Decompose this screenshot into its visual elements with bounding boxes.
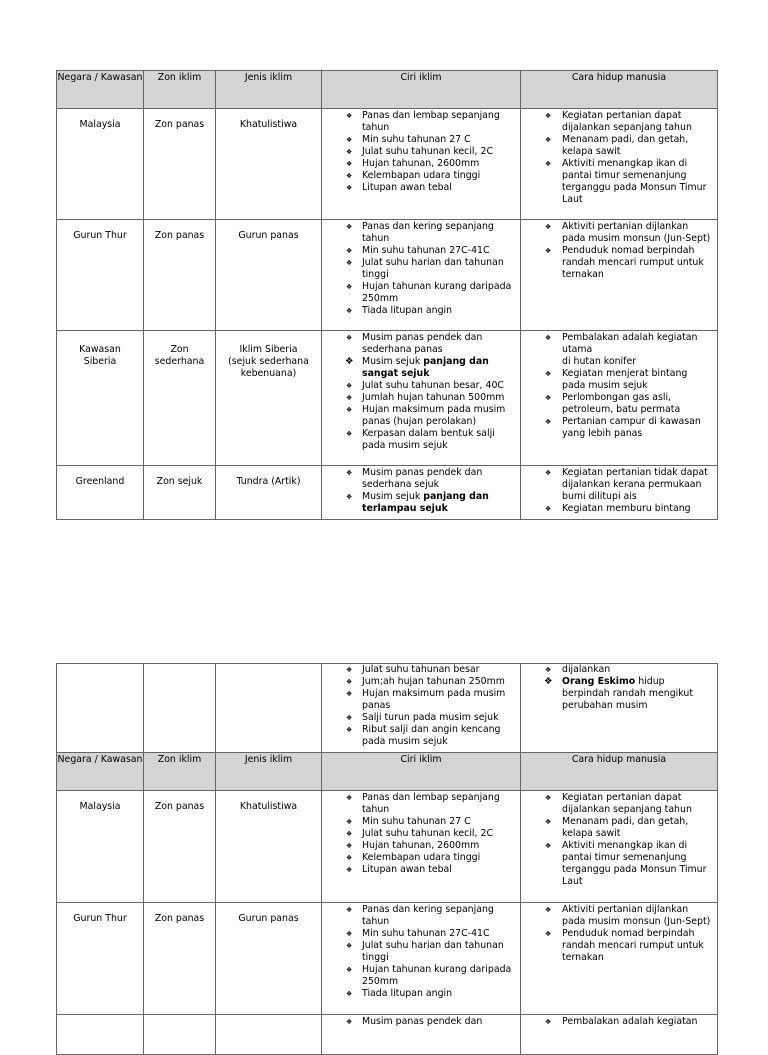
table-header-row: [57, 753, 718, 791]
list-item: ❖ Min suhu tahunan 27 C: [322, 816, 516, 828]
cell-ciri: [322, 220, 521, 331]
cell-negara-line: Kawasan: [79, 344, 121, 355]
cell-zon: Zon sejuk: [144, 466, 216, 520]
cell-negara: Gurun Thur: [57, 903, 144, 1015]
page-1: [56, 70, 712, 520]
header-jenis: Jenis iklim: [216, 753, 322, 791]
cell-cara: [521, 220, 718, 331]
list-item: ❖ Kegiatan pertanian tidak dapat dijalankan kerana permukaan bumi dilitupi ais: [521, 467, 713, 503]
list-item: ❖ Tiada litupan angin: [322, 988, 516, 1000]
cell-jenis-line: Iklim Siberia: [239, 344, 298, 355]
list-item: [322, 491, 516, 515]
header-ciri: Ciri iklim: [322, 71, 521, 109]
list-item: ❖ Julat suhu tahunan kecil, 2C: [322, 146, 516, 158]
list-item: ❖ Panas dan lembap sepanjang tahun: [322, 110, 516, 134]
cell-jenis: Gurun panas: [216, 903, 322, 1015]
cell-cara: [521, 1015, 718, 1055]
climate-table: [56, 70, 718, 520]
list-item: ❖ Jum;ah hujan tahunan 250mm: [322, 676, 516, 688]
cell-cara: [521, 791, 718, 903]
list-item: ❖ Litupan awan tebal: [322, 182, 516, 194]
climate-table-continued: [56, 663, 718, 1055]
list-item: ❖ Julat suhu harian dan tahunan tinggi: [322, 257, 516, 281]
cell-zon: [144, 1015, 216, 1055]
table-row: [57, 109, 718, 220]
list-item: ❖ Penduduk nomad berpindah randah mencari rumput untuk ternakan: [521, 245, 713, 281]
list-item: [521, 332, 713, 368]
list-item-text: Musim sejuk: [362, 356, 424, 367]
list-item: ❖ Menanam padi, dan getah, kelapa sawit: [521, 816, 713, 840]
cell-ciri: [322, 903, 521, 1015]
list-item: ❖ Hujan tahunan kurang daripada 250mm: [322, 281, 516, 305]
list-item: ❖ Jumlah hujan tahunan 500mm: [322, 392, 516, 404]
cell-negara: Malaysia: [57, 791, 144, 903]
list-item: ❖ Hujan maksimum pada musim panas (hujan perolakan): [322, 404, 516, 428]
list-item: ❖ Kegiatan pertanian dapat dijalankan sepanjang tahun: [521, 110, 713, 134]
cell-zon: Zon panas: [144, 109, 216, 220]
cara-list: [521, 903, 717, 968]
cell-ciri: [322, 109, 521, 220]
cell-zon-line: sederhana: [154, 356, 205, 367]
table-row: [57, 466, 718, 520]
list-item: ❖ Julat suhu tahunan kecil, 2C: [322, 828, 516, 840]
header-cara: Cara hidup manusia: [521, 753, 718, 791]
ciri-list: [322, 331, 520, 456]
cell-jenis: Gurun panas: [216, 220, 322, 331]
cell-jenis-line: (sejuk sederhana: [228, 356, 309, 367]
cell-cara: [521, 664, 718, 753]
cell-jenis: [216, 331, 322, 466]
ciri-list: [322, 466, 520, 519]
header-ciri: Ciri iklim: [322, 753, 521, 791]
list-item-continued: [521, 664, 713, 676]
cell-zon: Zon panas: [144, 791, 216, 903]
list-item-bold: panjang dan terlampau sejuk: [362, 491, 489, 514]
cell-negara: [57, 1015, 144, 1055]
list-item: ❖ Hujan tahunan, 2600mm: [322, 840, 516, 852]
cell-zon: [144, 331, 216, 466]
cell-jenis: Khatulistiwa: [216, 109, 322, 220]
list-item: ❖ Hujan maksimum pada musim panas: [322, 688, 516, 712]
list-item-text: Musim sejuk: [362, 491, 424, 502]
cell-jenis-line: kebenuana): [240, 368, 297, 379]
list-item: ❖ Pertanian campur di kawasan yang lebih panas: [521, 416, 713, 440]
cell-jenis: Tundra (Artik): [216, 466, 322, 520]
list-item: ❖ Min suhu tahunan 27C-41C: [322, 245, 516, 257]
list-item: [521, 676, 713, 712]
cell-jenis: Khatulistiwa: [216, 791, 322, 903]
list-item: ❖ Litupan awan tebal: [322, 864, 516, 876]
header-negara: Negara / Kawasan: [57, 71, 144, 109]
list-item: ❖ Julat suhu tahunan besar: [322, 664, 516, 676]
cell-zon: Zon panas: [144, 903, 216, 1015]
cara-list: [521, 220, 717, 285]
list-item-line: ❖ Pembalakan adalah kegiatan utama: [562, 332, 698, 355]
cell-jenis: [216, 664, 322, 753]
cell-zon: Zon panas: [144, 220, 216, 331]
table-row: [57, 331, 718, 466]
cell-negara-line: Siberia: [83, 356, 117, 367]
table-row-continuation: [57, 664, 718, 753]
list-item: ❖ Min suhu tahunan 27 C: [322, 134, 516, 146]
cell-ciri: [322, 1015, 521, 1055]
list-item-text: hidup berpindah randah mengikut perubahan musim: [562, 676, 694, 711]
cell-zon-line: Zon: [170, 344, 189, 355]
ciri-list: [322, 791, 520, 880]
ciri-list: [322, 903, 520, 1004]
cara-list: [521, 331, 717, 444]
cell-cara: [521, 331, 718, 466]
list-item: ❖ Salji turun pada musim sejuk: [322, 712, 516, 724]
ciri-list: [322, 109, 520, 198]
list-item: ❖ Kelembapan udara tinggi: [322, 170, 516, 182]
list-item: ❖ Hujan tahunan kurang daripada 250mm: [322, 964, 516, 988]
list-item: ❖ Panas dan kering sepanjang tahun: [322, 904, 516, 928]
cell-ciri: [322, 331, 521, 466]
ciri-list: [322, 220, 520, 321]
list-item: ❖ Hujan tahunan, 2600mm: [322, 158, 516, 170]
header-cara: Cara hidup manusia: [521, 71, 718, 109]
cell-jenis: [216, 1015, 322, 1055]
cara-list: [521, 791, 717, 892]
cell-negara: [57, 331, 144, 466]
ciri-list: [322, 664, 520, 752]
cell-negara: [57, 664, 144, 753]
cara-list: [521, 109, 717, 210]
cell-negara: Gurun Thur: [57, 220, 144, 331]
list-item: ❖ Musim panas pendek dan sederhana sejuk: [322, 467, 516, 491]
list-item: ❖ Aktiviti menangkap ikan di pantai timur semenanjung terganggu pada Monsun Timur Laut: [521, 840, 713, 888]
list-item: ❖ Perlombongan gas asli, petroleum, batu permata: [521, 392, 713, 416]
header-zon: Zon iklim: [144, 71, 216, 109]
cell-ciri: [322, 664, 521, 753]
list-item: ❖ Julat suhu harian dan tahunan tinggi: [322, 940, 516, 964]
cell-cara: [521, 109, 718, 220]
cell-ciri: [322, 791, 521, 903]
list-item: ❖ Tiada litupan angin: [322, 305, 516, 317]
list-item: ❖ Aktiviti menangkap ikan di pantai timur semenanjung terganggu pada Monsun Timur Laut: [521, 158, 713, 206]
header-jenis: Jenis iklim: [216, 71, 322, 109]
list-item: ❖ Julat suhu tahunan besar, 40C: [322, 380, 516, 392]
list-item: ❖ Musim panas pendek dan: [322, 1016, 516, 1028]
list-item-bold: Orang Eskimo: [562, 676, 636, 687]
list-item: ❖ Min suhu tahunan 27C-41C: [322, 928, 516, 940]
header-zon: Zon iklim: [144, 753, 216, 791]
list-item-line: di hutan konifer: [562, 356, 637, 367]
cell-negara: Malaysia: [57, 109, 144, 220]
cara-list: [521, 466, 717, 519]
list-item: ❖ Kegiatan memburu bintang: [521, 503, 713, 515]
list-item: ❖ Panas dan kering sepanjang tahun: [322, 221, 516, 245]
table-row: [57, 220, 718, 331]
list-item: ❖ Aktiviti pertanian dijlankan pada musim monsun (Jun-Sept): [521, 904, 713, 928]
list-item-text: dijalankan: [562, 664, 611, 675]
cell-cara: [521, 903, 718, 1015]
cell-negara: Greenland: [57, 466, 144, 520]
page-2: [56, 663, 712, 1055]
cara-list: [521, 664, 717, 716]
list-item: ❖ Ribut salji dan angin kencang pada musim sejuk: [322, 724, 516, 748]
list-item: ❖ Musim panas pendek dan sederhana panas: [322, 332, 516, 356]
list-item: ❖ Panas dan lembap sepanjang tahun: [322, 792, 516, 816]
list-item: ❖ Penduduk nomad berpindah randah mencari rumput untuk ternakan: [521, 928, 713, 964]
list-item: ❖ Kegiatan pertanian dapat dijalankan sepanjang tahun: [521, 792, 713, 816]
cell-zon: [144, 664, 216, 753]
table-row: [57, 791, 718, 903]
list-item: ❖ Menanam padi, dan getah, kelapa sawit: [521, 134, 713, 158]
list-item: [322, 356, 516, 380]
cell-cara: [521, 466, 718, 520]
cell-ciri: [322, 466, 521, 520]
header-negara: Negara / Kawasan: [57, 753, 144, 791]
list-item: ❖ Kelembapan udara tinggi: [322, 852, 516, 864]
list-item: ❖ Aktiviti pertanian dijlankan pada musim monsun (Jun-Sept): [521, 221, 713, 245]
list-item: ❖ Kerpasan dalam bentuk salji pada musim sejuk: [322, 428, 516, 452]
list-item: ❖ Kegiatan menjerat bintang pada musim sejuk: [521, 368, 713, 392]
table-row-partial: [57, 1015, 718, 1055]
table-row: [57, 903, 718, 1015]
list-item: ❖ Pembalakan adalah kegiatan: [521, 1016, 713, 1028]
list-item-bold: panjang dan sangat sejuk: [362, 356, 489, 379]
table-header-row: [57, 71, 718, 109]
